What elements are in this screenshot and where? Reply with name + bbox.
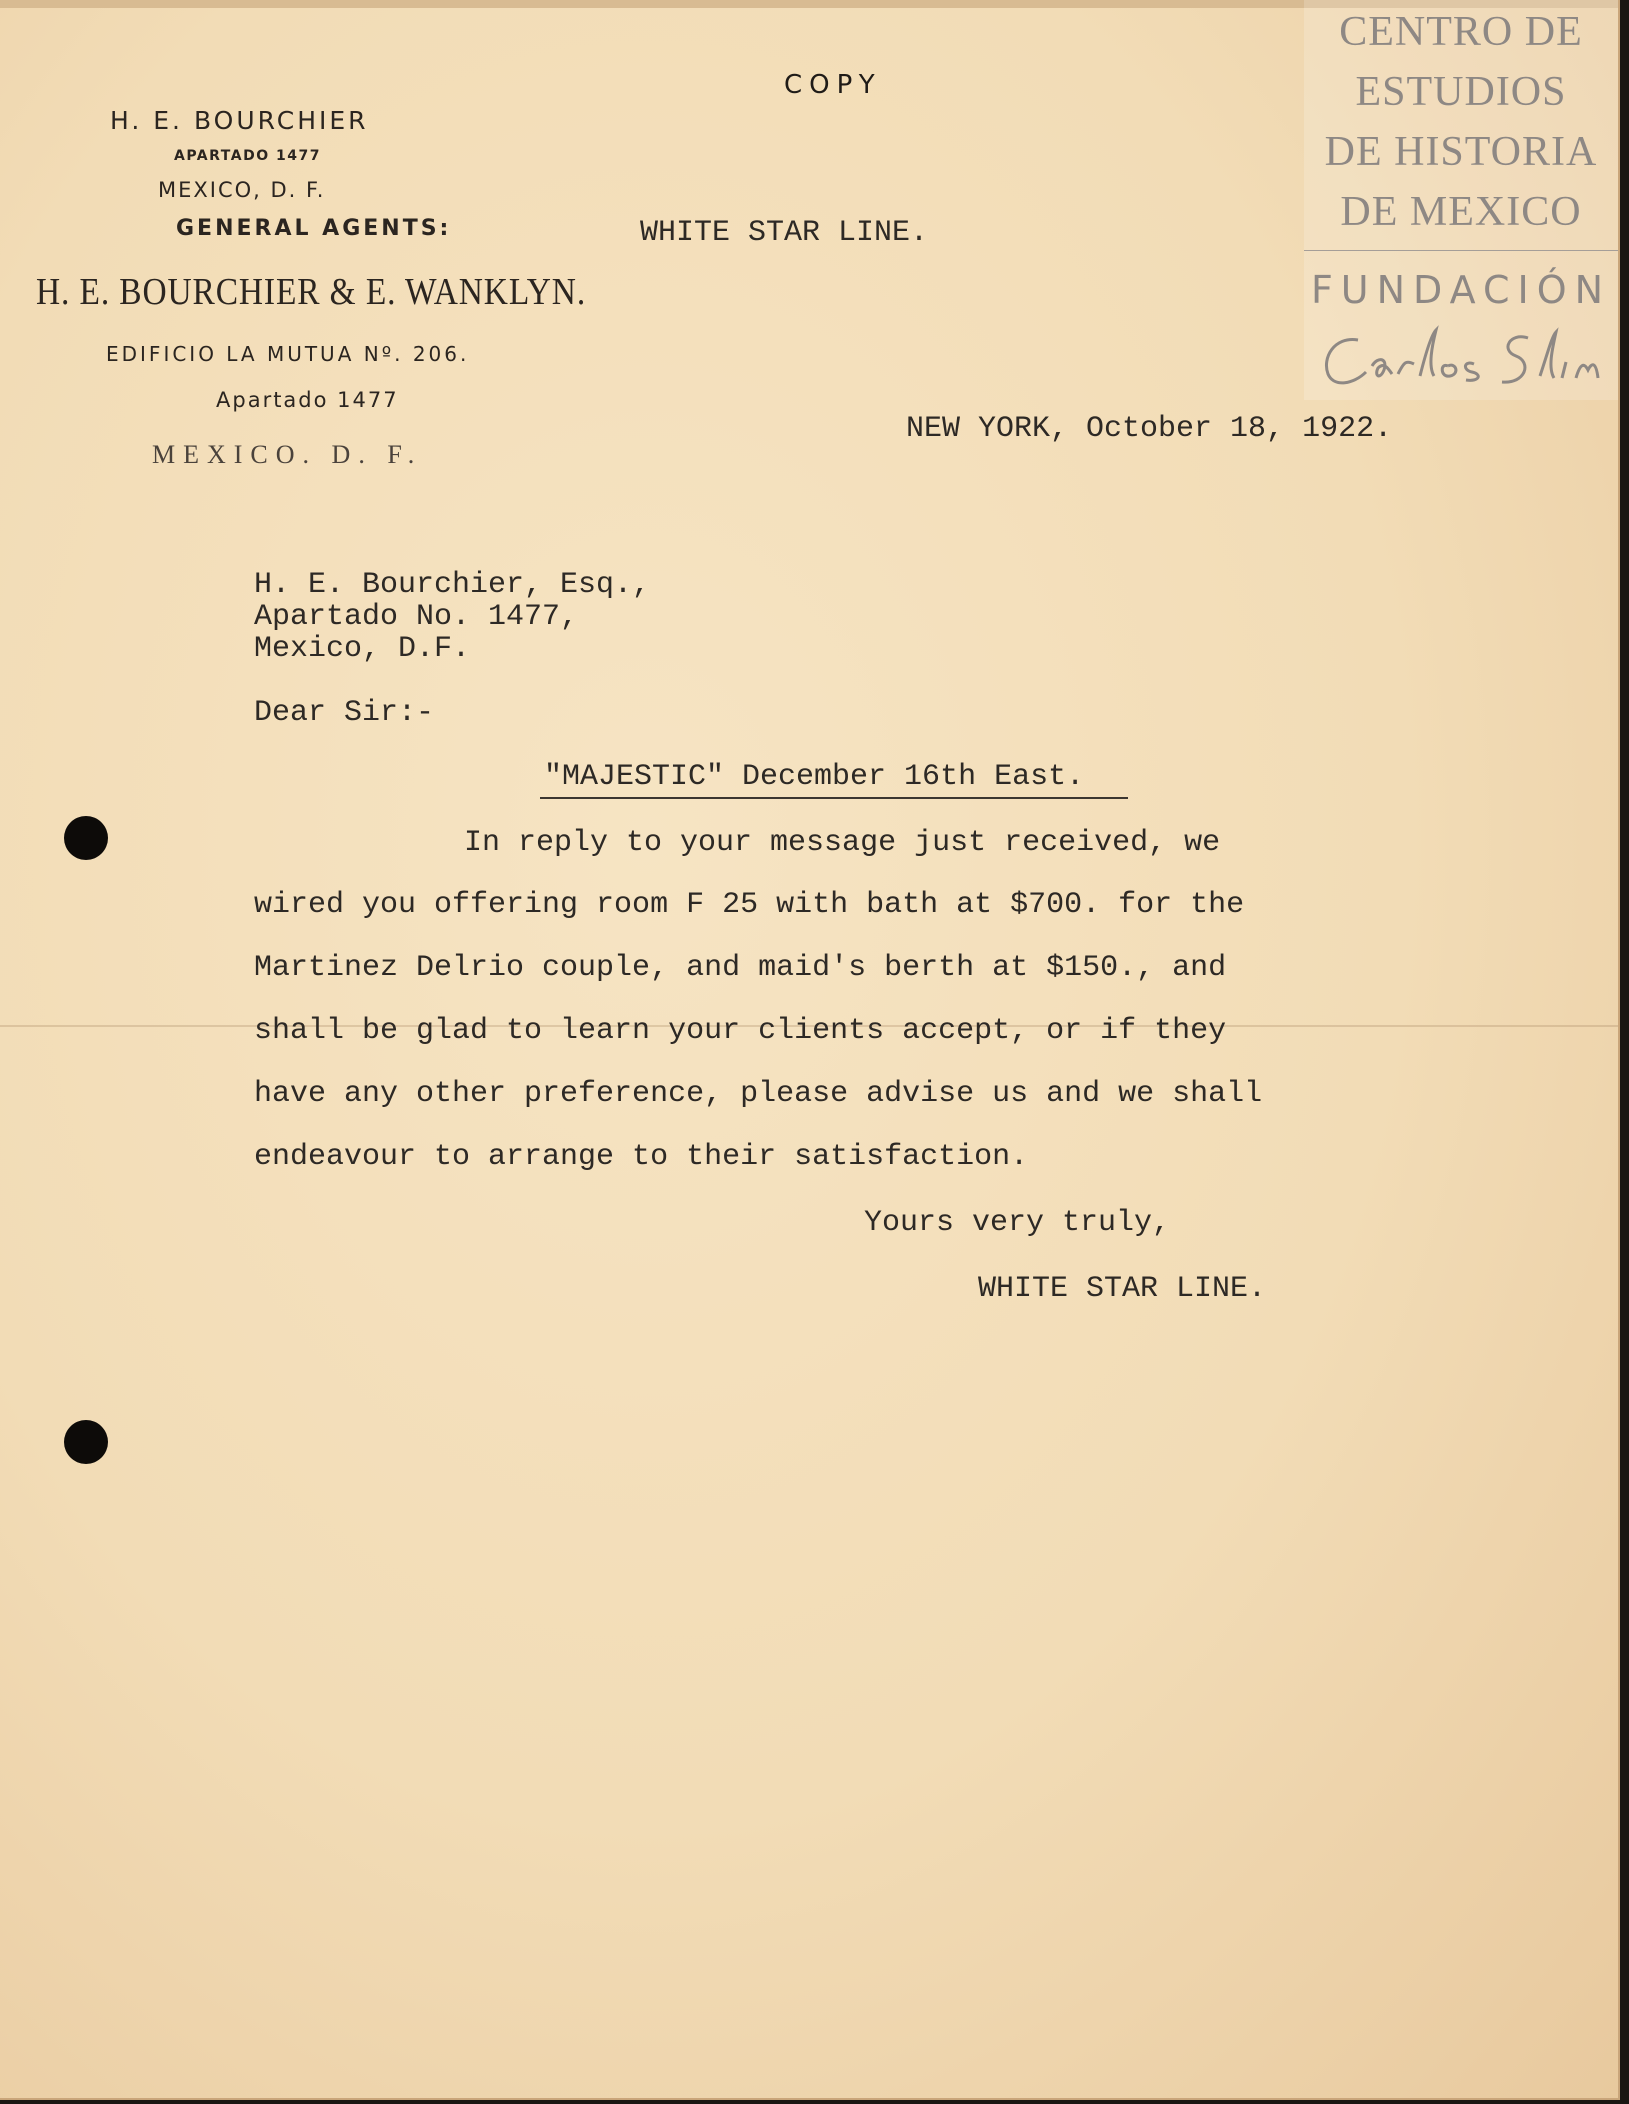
watermark-line-2: ESTUDIOS xyxy=(1355,69,1567,115)
body-line-6: endeavour to arrange to their satisfaction. xyxy=(254,1140,1029,1174)
watermark-line-1: CENTRO DE xyxy=(1339,9,1583,55)
letterhead-city-large: MEXICO. D. F. xyxy=(152,440,423,469)
subject-line: "MAJESTIC" December 16th East. xyxy=(544,760,1085,794)
letterhead-apartado-small: APARTADO 1477 xyxy=(174,148,321,164)
watermark-signature-logo xyxy=(1314,322,1614,398)
watermark-foundation: FUNDACIÓN xyxy=(1310,268,1612,312)
letterhead-city: MEXICO, D. F. xyxy=(158,178,326,202)
body-line-3: Martinez Delrio couple, and maid's berth at $150., and xyxy=(254,951,1227,985)
complimentary-close: Yours very truly, xyxy=(864,1206,1171,1240)
archive-watermark xyxy=(1304,0,1618,400)
letterhead-building: EDIFICIO LA MUTUA Nº. 206. xyxy=(106,342,470,366)
letterhead-name: H. E. BOURCHIER xyxy=(110,106,369,135)
letterhead-general-agents: GENERAL AGENTS: xyxy=(176,216,452,241)
watermark-line-3: DE HISTORIA xyxy=(1324,129,1598,175)
recipient-line-3: Mexico, D.F. xyxy=(254,632,471,666)
copy-label: COPY xyxy=(784,70,882,100)
dateline: NEW YORK, October 18, 1922. xyxy=(906,412,1393,446)
punch-hole-bottom xyxy=(64,1420,108,1464)
letterhead-firm: H. E. BOURCHIER & E. WANKLYN. xyxy=(36,271,587,313)
watermark-rule xyxy=(1304,250,1618,251)
subject-underline xyxy=(540,797,1128,799)
letterhead-apartado: Apartado 1477 xyxy=(216,388,399,412)
recipient-line-1: H. E. Bourchier, Esq., xyxy=(254,568,651,602)
watermark-line-4: DE MEXICO xyxy=(1340,189,1582,235)
punch-hole-top xyxy=(64,816,108,860)
salutation: Dear Sir:- xyxy=(254,696,435,730)
recipient-line-2: Apartado No. 1477, xyxy=(254,600,579,634)
body-line-4: shall be glad to learn your clients accept, or if they xyxy=(254,1014,1227,1048)
body-line-1: In reply to your message just received, we xyxy=(464,826,1221,860)
signature-company: WHITE STAR LINE. xyxy=(978,1272,1267,1306)
body-line-2: wired you offering room F 25 with bath at $700. for the xyxy=(254,888,1245,922)
company-name: WHITE STAR LINE. xyxy=(640,216,929,250)
body-line-5: have any other preference, please advise us and we shall xyxy=(254,1077,1263,1111)
